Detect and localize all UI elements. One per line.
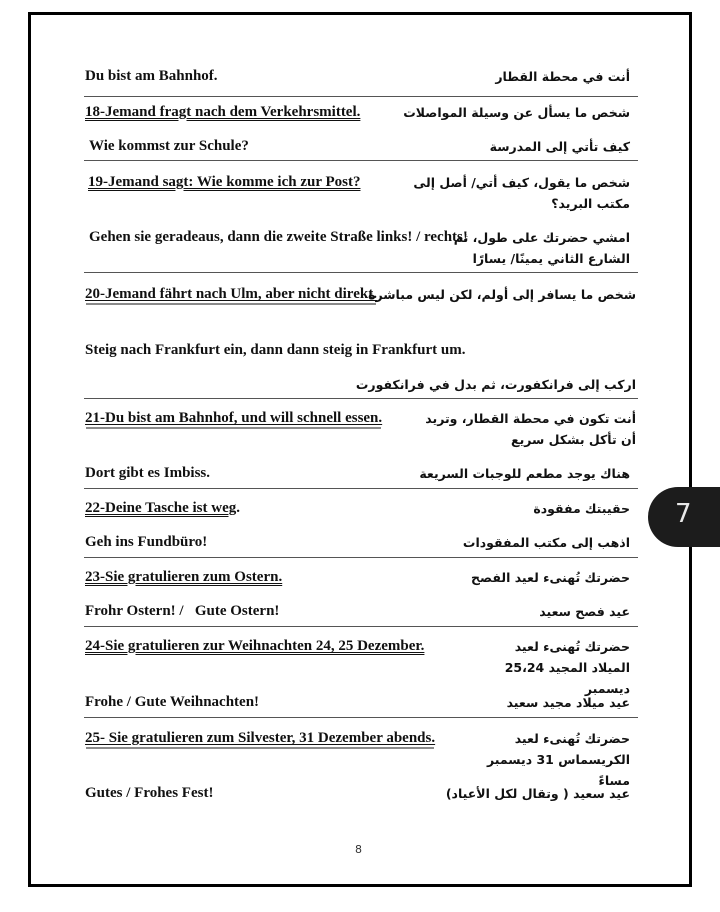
phrase-heading-row <box>84 730 638 788</box>
phrase-row <box>84 785 638 809</box>
phrase-heading-row <box>84 410 638 452</box>
arabic-text: عيد فصح سعيد <box>539 604 630 619</box>
german-text: Frohr Ostern! / Gute Ostern! <box>85 603 280 619</box>
german-heading <box>85 500 240 517</box>
german-text: Gutes / Frohes Fest! <box>85 785 214 801</box>
german-heading: 19-Jemand sagt: Wie komme ich zur Post? <box>88 174 361 190</box>
phrase-row <box>84 603 638 627</box>
arabic-text: شخص ما يسأل عن وسيلة المواصلات <box>403 105 630 120</box>
german-heading: 23-Sie gratulieren zum Ostern. <box>85 569 283 585</box>
phrase-row <box>84 374 638 399</box>
german-heading: 20-Jemand fährt nach Ulm, aber nicht direkt. <box>85 286 377 302</box>
phrase-heading-row <box>84 286 638 310</box>
german-heading: 24-Sie gratulieren zur Weihnachten 24, 25 Dezember. <box>85 638 425 654</box>
german-heading-text: 22-Deine Tasche ist weg <box>85 500 237 516</box>
arabic-text: حضرتك تُهنىء لعيد الفصح <box>471 570 630 585</box>
german-heading: 25- Sie gratulieren zum Silvester, 31 Dezember abends. <box>85 730 436 746</box>
arabic-text: عيد سعيد ( وتقال لكل الأعياد) <box>445 786 630 801</box>
german-heading: 21-Du bist am Bahnhof, und will schnell essen. <box>85 410 383 426</box>
arabic-text: اذهب إلى مكتب المفقودات <box>462 535 630 550</box>
arabic-text: أنت تكون في محطة القطار، وتريد أن تأكل بشكل سريع <box>425 411 636 447</box>
german-heading-suffix: . <box>236 500 240 516</box>
german-text: Steig nach Frankfurt ein, dann dann steig in Frankfurt um. <box>85 342 466 358</box>
phrase-row <box>84 229 638 273</box>
arabic-text: أنت في محطة القطار <box>495 69 630 84</box>
phrase-heading-row <box>84 104 638 128</box>
phrase-heading-row <box>84 500 638 524</box>
arabic-text: كيف تأتي إلى المدرسة <box>489 139 630 154</box>
arabic-text: حضرتك تُهنىء لعيد الميلاد المجيد 25،24 ديسمبر <box>504 639 630 696</box>
phrase-row <box>84 694 638 718</box>
arabic-text: اركب إلى فرانكفورت، ثم بدل في فرانكفورت <box>355 377 636 392</box>
phrase-row <box>84 534 638 558</box>
phrase-row <box>84 138 638 161</box>
german-text: Gehen sie geradeaus, dann die zweite Straße links! / rechts! <box>89 229 468 245</box>
arabic-text: حقيبتك مفقودة <box>533 501 630 516</box>
phrase-row <box>84 68 638 97</box>
phrase-heading-row <box>84 174 638 216</box>
arabic-text: حضرتك تُهنىء لعيد الكريسماس 31 ديسمبر مساءً <box>487 731 630 788</box>
german-text: Geh ins Fundbüro! <box>85 534 208 550</box>
german-text: Du bist am Bahnhof. <box>85 68 218 84</box>
arabic-text: هناك يوجد مطعم للوجبات السريعة <box>419 466 630 481</box>
german-text: Wie kommst zur Schule? <box>89 138 249 154</box>
german-text: Frohe / Gute Weihnachten! <box>85 694 260 710</box>
phrase-heading-row <box>84 638 638 696</box>
phrase-row <box>84 465 638 489</box>
page-number: 8 <box>355 843 362 856</box>
chapter-tab <box>648 487 720 547</box>
arabic-text: امشي حضرتك على طول، ثم الشارع الثاني يمينًا/ يسارًا <box>453 230 630 266</box>
chapter-tab-number: 7 <box>675 499 692 529</box>
arabic-text: شخص ما يسافر إلى أولم، لكن ليس مباشرة <box>368 287 636 302</box>
phrase-heading-row <box>84 569 638 593</box>
arabic-text: شخص ما يقول، كيف أتي/ أصل إلى مكتب البريد؟ <box>413 175 630 211</box>
arabic-text: عيد ميلاد مجيد سعيد <box>506 695 630 710</box>
german-text: Dort gibt es Imbiss. <box>85 465 211 481</box>
german-heading: 18-Jemand fragt nach dem Verkehrsmittel. <box>85 104 361 120</box>
phrase-row <box>84 342 638 366</box>
